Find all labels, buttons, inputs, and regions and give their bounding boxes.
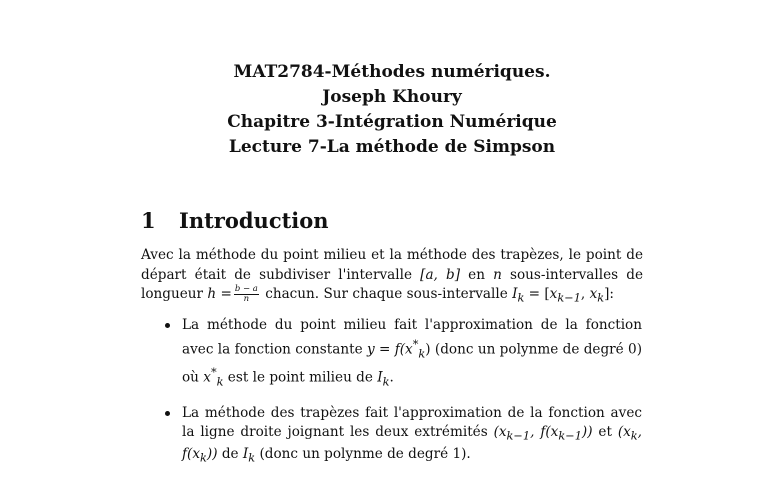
bullet-text: ) (donc un polynme de degré 0) où [182, 341, 643, 386]
intro-text: ]: [604, 286, 615, 302]
bullet-text: (donc un polynme de degré 1). [255, 446, 471, 463]
lecture-title: Lecture 7-La méthode de Simpson [228, 137, 556, 157]
bullet-math: )) [206, 446, 218, 463]
fraction-denominator: n [243, 294, 250, 304]
bullet-subscript: k [248, 450, 256, 465]
bullet-math: x [203, 369, 211, 386]
bullet-text: et [592, 423, 618, 440]
bullet-text: . [389, 369, 394, 386]
bullet-icon [165, 411, 170, 416]
x-math: x [549, 286, 558, 302]
bullet-math: )) [581, 423, 593, 440]
intro-text: Avec la méthode du point milieu et la méthode des trapèzes, le point de départ était de subdiviser l'intervalle [141, 247, 643, 283]
section-title: Introduction [179, 208, 329, 233]
x-math: x [589, 286, 598, 302]
bullet-math: (x [493, 423, 507, 440]
intro-text: chacun. Sur chaque sous-intervalle [260, 286, 513, 302]
bullet-text: est le point milieu de [223, 369, 378, 386]
n-math: n [493, 266, 502, 283]
bullet-superscript: * [412, 337, 419, 351]
section-heading [141, 208, 329, 233]
fraction-numerator: b − a [234, 284, 258, 294]
method-list [160, 316, 642, 480]
bullet-subscript: k−1 [558, 428, 582, 443]
author-name: Joseph Khoury [322, 87, 462, 107]
bullet-subscript: k [418, 346, 426, 361]
bullet-math: I [377, 369, 383, 386]
ik-math: I [512, 286, 518, 302]
ik-subscript: k [517, 290, 525, 305]
x-subscript: k−1 [557, 290, 581, 305]
interval-math: [a, b] [420, 266, 461, 283]
bullet-subscript: k [200, 450, 207, 465]
bullet-text: La méthode des trapèzes fait l'approximation de la fonction avec la ligne droite joignant les deux extrémités [182, 404, 642, 440]
intro-text: = [ [524, 286, 550, 302]
bullet-subscript: k [216, 374, 224, 389]
section-number: 1 [141, 208, 156, 233]
x-subscript: k [597, 290, 605, 305]
bullet-math: , f(x [530, 423, 559, 440]
intro-text: sous-intervalles de longueur [141, 266, 643, 302]
intro-text: en [460, 266, 494, 283]
bullet-math: , f(x [182, 423, 642, 463]
bullet-math: y = f(x [366, 341, 413, 358]
bullet-subscript: k [382, 374, 390, 389]
bullet-math: I [242, 446, 249, 463]
bullet-superscript: * [210, 365, 217, 380]
bullet-icon [165, 323, 170, 328]
title-block [0, 60, 784, 160]
intro-paragraph [141, 246, 643, 308]
bullet-text: de [217, 446, 243, 463]
course-title: MAT2784-Méthodes numériques. [233, 62, 551, 82]
intro-text: , [580, 286, 590, 302]
h-math: h = [207, 286, 232, 302]
bullet-text: La méthode du point milieu fait l'approximation de la fonction avec la fonction constante [182, 317, 642, 358]
chapter-title: Chapitre 3-Intégration Numérique [227, 112, 557, 132]
bullet-subscript: k [630, 428, 638, 443]
list-item [160, 316, 642, 392]
bullet-subscript: k−1 [506, 428, 531, 443]
h-fraction [234, 285, 259, 304]
list-item [160, 404, 642, 468]
bullet-math: (x [617, 423, 631, 440]
